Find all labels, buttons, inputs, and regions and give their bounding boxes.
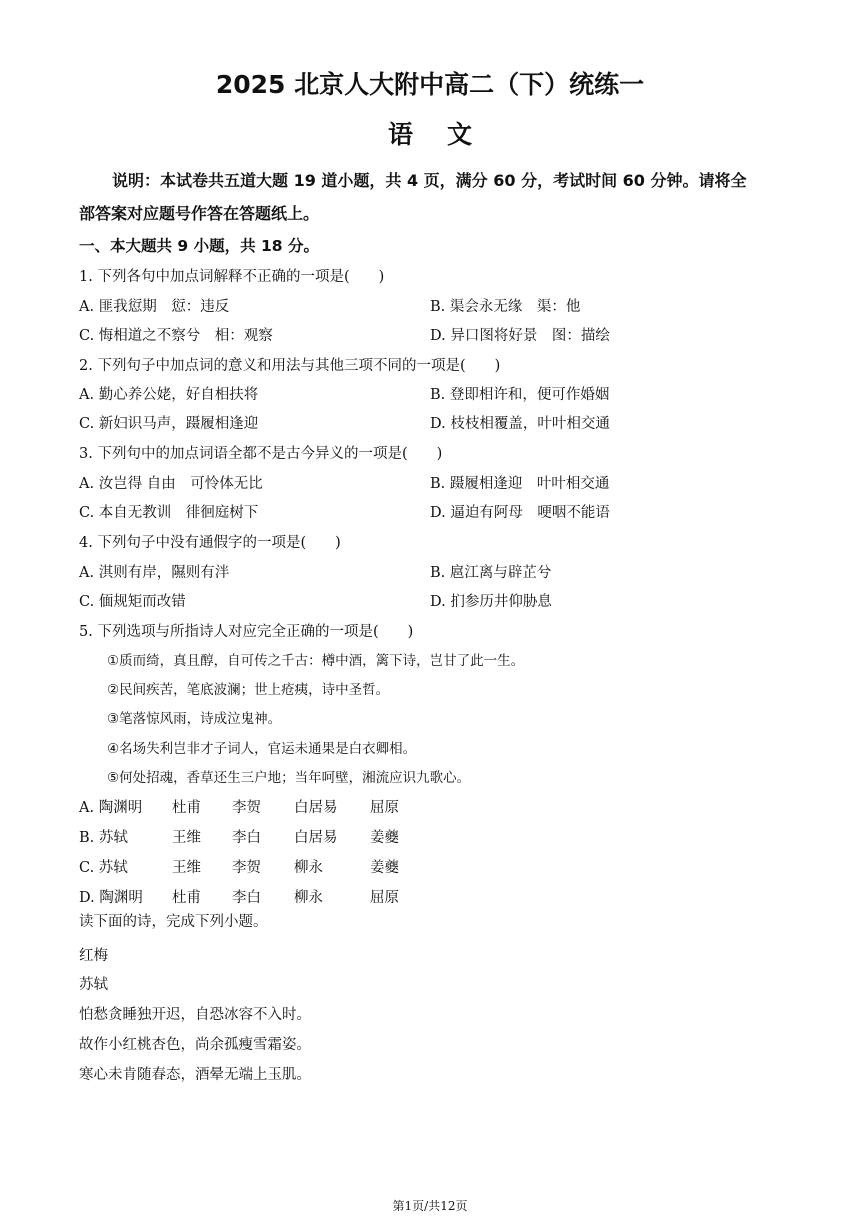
q5-quote-2: ②民间疾苦，笔底波澜；世上疮痍，诗中圣哲。	[107, 682, 390, 698]
q1-stem: 1. 下列各句中加点词解释不正确的一项是( )	[79, 269, 385, 285]
q1-option-c: C. 悔相道之不察兮 相：观察	[79, 328, 273, 344]
page-number: 第1页/共12页	[392, 1199, 468, 1213]
q5-quote-5: ⑤何处招魂，香草还生三户地；当年呵壁，湘流应识九歌心。	[107, 770, 471, 786]
q2-stem: 2. 下列句子中加点词的意义和用法与其他三项不同的一项是( )	[79, 358, 501, 374]
q5-c-poet-4: 柳永	[294, 860, 323, 876]
section-1-heading: 一、本大题共 9 小题，共 18 分。	[79, 237, 319, 255]
poem-line-3: 寒心未肯随春态，酒晕无端上玉肌。	[79, 1067, 311, 1083]
q1-option-b: B. 渠会永无缘 渠：他	[430, 299, 581, 315]
q5-b-poet-1: B. 苏轼	[79, 830, 128, 846]
q5-c-poet-2: 王维	[172, 860, 201, 876]
q5-c-poet-3: 李贺	[232, 860, 261, 876]
q2-option-b: B. 登即相许和，便可作婚姻	[430, 387, 610, 403]
q4-option-d: D. 扪参历井仰胁息	[430, 594, 552, 610]
q5-option-d	[79, 888, 430, 908]
q5-b-poet-4: 白居易	[294, 830, 338, 846]
q5-d-poet-4: 柳永	[294, 890, 323, 906]
q5-a-poet-2: 杜甫	[172, 800, 201, 816]
q2-option-c: C. 新妇识马声，蹑履相逢迎	[79, 416, 259, 432]
q5-a-poet-4: 白居易	[294, 800, 338, 816]
poem-title: 红梅	[79, 948, 108, 964]
poem-line-2: 故作小红桃杏色，尚余孤瘦雪霜姿。	[79, 1037, 311, 1053]
q5-d-poet-2: 杜甫	[172, 890, 201, 906]
q5-a-poet-3: 李贺	[232, 800, 261, 816]
q5-d-poet-3: 李白	[232, 890, 261, 906]
q3-option-b: B. 蹑履相逢迎 叶叶相交通	[430, 476, 610, 492]
q5-option-a	[79, 798, 430, 818]
instructions-line-2: 部答案对应题号作答在答题纸上。	[79, 204, 320, 223]
q5-quote-1: ①质而绮，真且醇，自可传之千古：樽中酒，篱下诗，岂甘了此一生。	[107, 653, 525, 669]
q5-c-poet-1: C. 苏轼	[79, 860, 128, 876]
q4-stem: 4. 下列句子中没有通假字的一项是( )	[79, 535, 341, 551]
q5-quote-3: ③笔落惊风雨，诗成泣鬼神。	[107, 711, 282, 727]
q5-b-poet-2: 王维	[172, 830, 201, 846]
q5-c-poet-5: 姜夔	[370, 860, 399, 876]
subject-title: 语文	[387, 120, 506, 149]
exam-title: 2025 北京人大附中高二（下）统练一	[215, 70, 645, 99]
q1-option-a: A. 匪我愆期 愆：违反	[79, 299, 230, 315]
q4-option-b: B. 扈江离与辟芷兮	[430, 565, 552, 581]
q4-option-c: C. 偭规矩而改错	[79, 594, 186, 610]
q3-option-a: A. 汝岂得 自由 可怜体无比	[79, 476, 263, 492]
q3-stem: 3. 下列句中的加点词语全都不是古今异义的一项是( )	[79, 446, 443, 462]
q5-option-c	[79, 858, 430, 878]
q5-b-poet-5: 姜夔	[370, 830, 399, 846]
q3-option-d: D. 逼迫有阿母 哽咽不能语	[430, 505, 610, 521]
q2-option-a: A. 勤心养公姥，好自相扶将	[79, 387, 259, 403]
q5-d-poet-1: D. 陶渊明	[79, 890, 143, 906]
instructions	[79, 164, 779, 230]
q3-option-c: C. 本自无教训 徘徊庭树下	[79, 505, 259, 521]
q5-stem: 5. 下列选项与所指诗人对应完全正确的一项是( )	[79, 624, 414, 640]
q5-b-poet-3: 李白	[232, 830, 261, 846]
poem-line-1: 怕愁贪睡独开迟，自恐冰容不入时。	[79, 1007, 311, 1023]
q5-a-poet-1: A. 陶渊明	[79, 800, 143, 816]
instructions-line-1: 说明：本试卷共五道大题 19 道小题，共 4 页，满分 60 分，考试时间 60 分钟。请将全	[112, 171, 747, 190]
q1-option-d: D. 异口图将好景 图：描绘	[430, 328, 610, 344]
q2-option-d: D. 枝枝相覆盖，叶叶相交通	[430, 416, 610, 432]
q5-quote-4: ④名场失利岂非才子词人，官运未通果是白衣卿相。	[107, 741, 417, 757]
q4-option-a: A. 淇则有岸，隰则有泮	[79, 565, 230, 581]
q5-a-poet-5: 屈原	[370, 800, 399, 816]
poem-author: 苏轼	[79, 977, 108, 993]
q5-d-poet-5: 屈原	[370, 890, 399, 906]
poem-intro: 读下面的诗，完成下列小题。	[79, 914, 268, 930]
q5-option-b	[79, 828, 430, 848]
